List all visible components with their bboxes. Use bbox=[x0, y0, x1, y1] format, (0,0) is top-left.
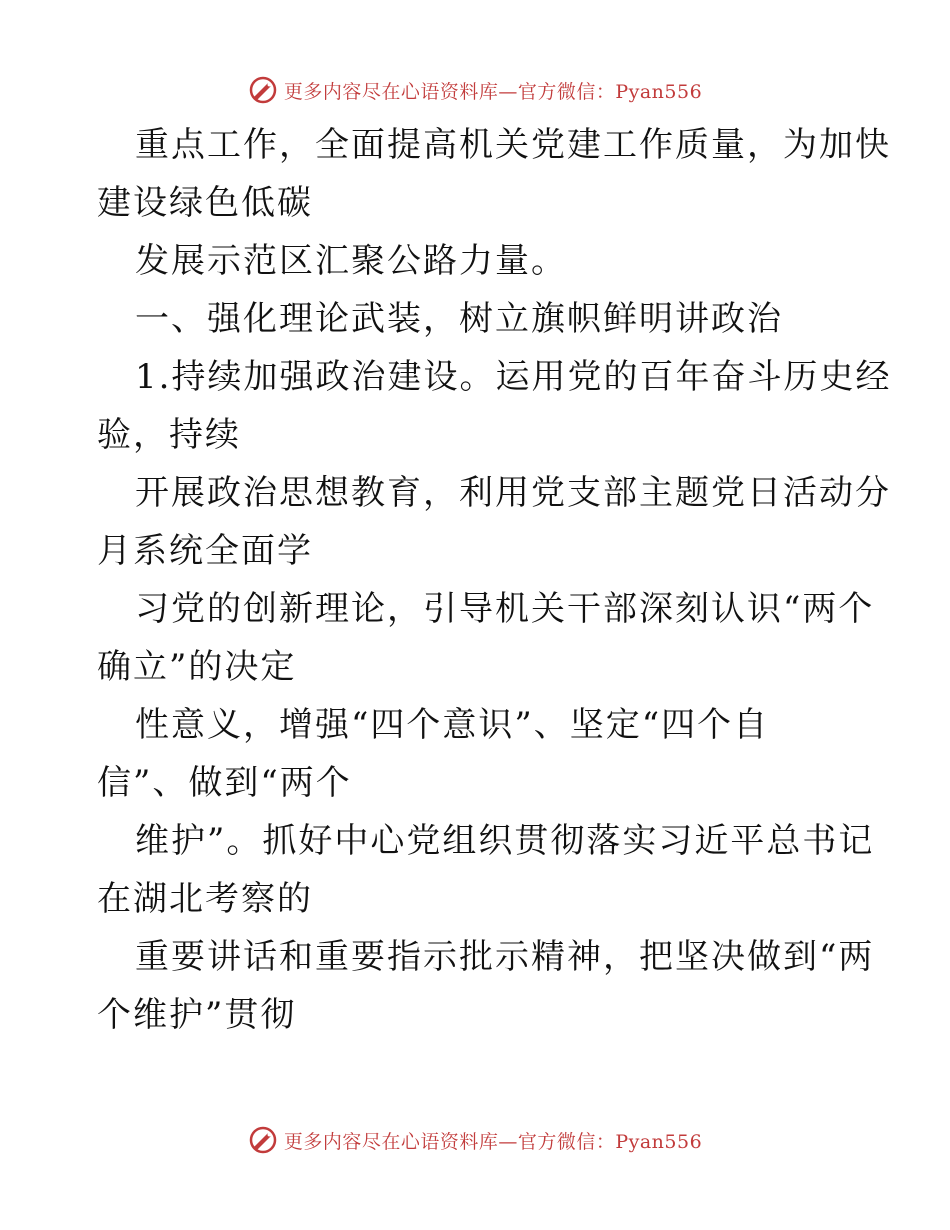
document-body bbox=[97, 116, 892, 1044]
text-line: 开展政治思想教育，利用党支部主题党日活动分 bbox=[135, 473, 891, 513]
text-line: 性意义，增强“四个意识”、坚定“四个自 bbox=[135, 705, 770, 745]
footer-watermark bbox=[0, 1120, 950, 1160]
watermark-text: 更多内容尽在心语资料库—官方微信：Pyan556 bbox=[283, 80, 703, 103]
text-line: 重点工作，全面提高机关党建工作质量，为加快 bbox=[135, 125, 891, 165]
text-line: 1.持续加强政治建设。运用党的百年奋斗历史经 bbox=[135, 357, 892, 397]
text-line: 确立”的决定 bbox=[97, 647, 297, 687]
text-line: 信”、做到“两个 bbox=[97, 763, 352, 803]
header-watermark bbox=[0, 70, 950, 110]
text-line: 个维护”贯彻 bbox=[97, 995, 297, 1035]
text-line: 在湖北考察的 bbox=[97, 879, 313, 919]
text-line: 重要讲话和重要指示批示精神，把坚决做到“两 bbox=[135, 937, 875, 977]
text-line: 建设绿色低碳 bbox=[97, 183, 313, 223]
text-line: 发展示范区汇聚公路力量。 bbox=[135, 241, 567, 281]
pen-circle-logo-icon bbox=[248, 1125, 278, 1155]
text-line: 月系统全面学 bbox=[97, 531, 313, 571]
text-line: 验，持续 bbox=[97, 415, 241, 455]
watermark-text: 更多内容尽在心语资料库—官方微信：Pyan556 bbox=[283, 1130, 703, 1153]
text-line: 维护”。抓好中心党组织贯彻落实习近平总书记 bbox=[135, 821, 875, 861]
text-line: 一、强化理论武装，树立旗帜鲜明讲政治 bbox=[135, 299, 783, 339]
text-line: 习党的创新理论，引导机关干部深刻认识“两个 bbox=[135, 589, 875, 629]
pen-circle-logo-icon bbox=[248, 75, 278, 105]
